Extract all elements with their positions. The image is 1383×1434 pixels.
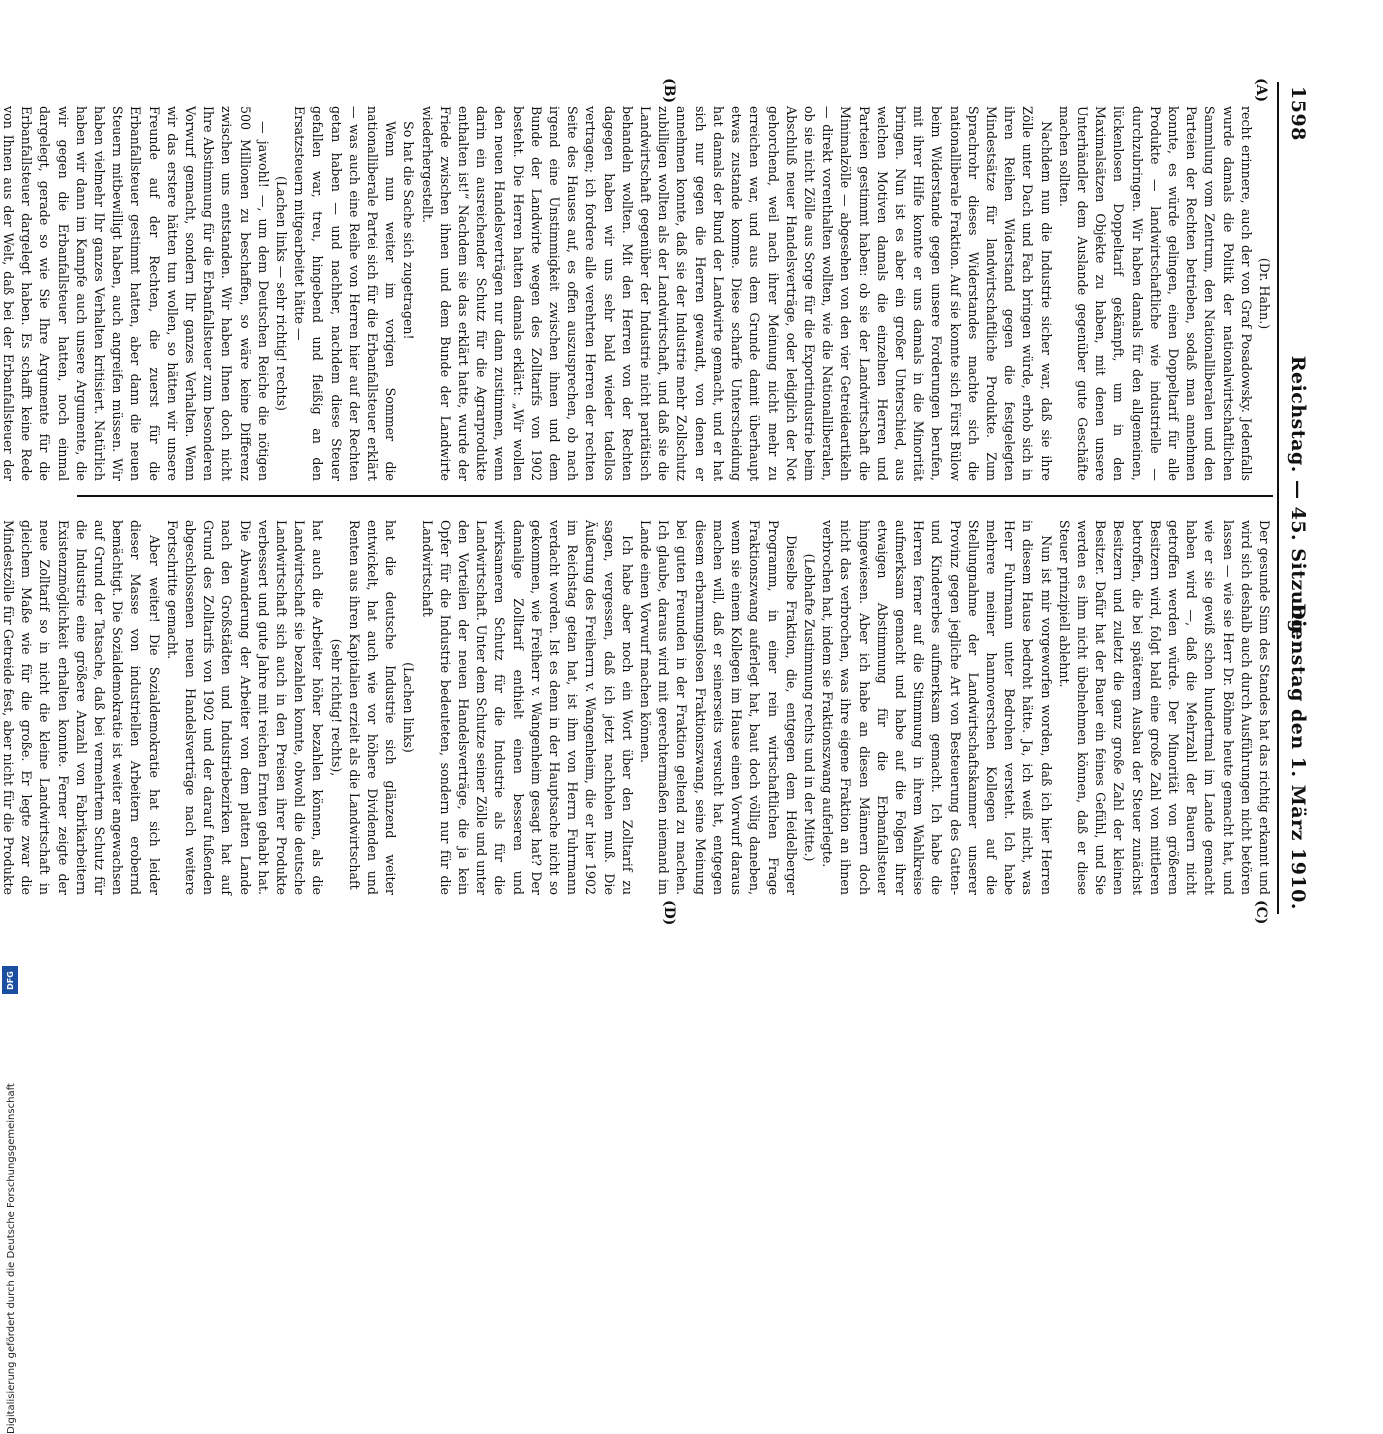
paragraph: hat die deutsche Industrie sich glänzend weiter entwickelt, hat auch wie vor höhere Dividenden und Renten aus ihren Kapitalien erzielt als die Landwirtschaft bbox=[346, 520, 399, 895]
session-title: Reichstag. — 45. Sitzung. bbox=[1287, 355, 1309, 641]
page-number: 1598 bbox=[1287, 86, 1309, 141]
session-date: Dienstag den 1. März 1910. bbox=[1287, 603, 1309, 910]
paragraph: So hat die Sache sich zugetragen! bbox=[401, 121, 417, 340]
credit-text: Digitalisierung gefördert durch die Deutsche Forschungsgemeinschaft bbox=[6, 1083, 17, 1434]
paragraph: Der gesunde Sinn des Standes hat das richtig erkannt und wird sich deshalb auch durch Ausführungen nicht betören lassen — wie sie Herr Dr. Böhme heute gemacht hat, und wie er sie gewiß schon hundertmal im Lande gemacht haben wird —, daß die Mehrzahl der Bauern nicht getroffen werden würde. Der Minorität von größeren Besitzern wird, folgt bald eine große Zahl von mittleren betroffen, die bei späterem Ausbau der Steuer zunächst Besitzern und zuletzt die ganz große Zahl der kleinen Besitzer. Dafür hat der Bauer ein feines Gefühl, und Sie werden es ihm nicht übelnehmen können, daß er diese Steuer prinzipiell ablehnt. bbox=[1056, 520, 1272, 895]
left-text-column bbox=[0, 106, 1273, 481]
interjection: (Lachen links) bbox=[401, 662, 417, 753]
paragraph: Wenn nun weiter im vorigen Sommer die nationalliberale Partei sich für die Erbanfallsteuer erklärt — was auch eine Reihe von Herren hier auf der Rechten getan haben — und nachher, nachdem diese Steuer gefallen war, treu, hingebend und fleißig an den Ersatzsteuern mitgearbeitet hätte — bbox=[292, 106, 399, 481]
rotated-scanned-page bbox=[0, 72, 1317, 926]
paragraph: Dieselbe Fraktion, die, entgegen dem Heidelberger Programm, in einer rein wirtschaftlichen Frage Fraktionszwang auferlegt hat, baut doch völlig daneben, wenn sie einem Kollegen im Hause einen Vorwurf daraus machen will, daß er seinerseits versucht hat, entgegen diesem erbarmungslosen Fraktionszwang, seine Meinung bei guten Freunden in der Fraktion geltend zu machen. Ich glaube, daraus wird mit gerechtermaßen niemand im Lande einen Vorwurf machen können. bbox=[638, 520, 799, 895]
page-header bbox=[1281, 86, 1311, 910]
paragraph: Aber weiter! Die Sozialdemokratie hat sich leider dieser Masse von industriellen Arbeitern erobernd bemächtigt. Die Sozialdemokratie ist weiter angewachsen auf Grund der Tatsache, daß bei vermehrtem Schutz für die Industrie eine größere Anzahl von Fabrikarbeitern Existenzmöglichkeit erhalten konnte. Ferner zeigte der neue Zolltarif so in nicht die kleine Landwirtschaft in gleichem Maße wie für die große. Er legte zwar die Mindestzölle für Getreide fest, aber nicht für die Produkte bbox=[0, 520, 162, 895]
margin-marker-a: (A) bbox=[1253, 78, 1269, 103]
column-divider bbox=[77, 495, 1273, 497]
dfg-logo-icon bbox=[2, 966, 18, 994]
paragraph: Nun ist mir vorgeworfen worden, daß ich hier Herren in diesem Hause bedroht hätte. Ja, ich weiß nicht, was Herr Fuhrmann unter Bedrohen versteht. Ich habe mehrere meiner hannoverschen Kollegen auf die Stellungnahme der Landwirtschaftskammer unserer Provinz gegen jegliche Art von Besteuerung des Gatten- und Kindererbes aufmerksam gemacht. Ich habe die Herren ferner auf die Stimmung in ihrem Wahlkreise aufmerksam gemacht und habe auf die Folgen ihrer etwaigen Abstimmung für die Erbanfallsteuer hingewiesen. Aber ich habe an diesen Männern doch nicht das verbrochen, was ihre eigene Fraktion an ihnen verbrochen hat, indem sie Fraktionszwang auferlegte. bbox=[820, 520, 1054, 895]
interjection: (Lachen links — sehr richtig! rechts) bbox=[274, 176, 290, 411]
paragraph: Nachdem nun die Industrie sicher war, daß sie ihre Zölle unter Dach und Fach bringen würde, erhob sich in ihren Reihen Widerstand gegen die festgelegten Mindestsätze für landwirtschaftliche Produkte. Zum Sprachrohr dieses Widerstandes machte sich die nationalliberale Fraktion. Auf sie konnte sich Fürst Bülow beim Widerstande gegen unsere Forderungen berufen, mit ihrer Hilfe konnte er uns damals in die Minorität bringen. Nun ist es aber ein großer Unterschied, aus welchen Motiven damals die einzelnen Herren und Parteien gestimmt haben: ob sie der Landwirtschaft die Minimalzölle — abgesehen von den vier Getreideartikeln — direkt vorenthalten wollten, wie die Nationalliberalen, ob sie nicht Zölle aus Sorge für die Exportindustrie beim Abschluß neuer Handelsverträge, oder lediglich der Not gehorchend, weil nach ihrer Meinung nicht mehr zu erreichen war, und aus dem Grunde damit überhaupt etwas zustande komme. Diese scharfe Unterscheidung hat damals der Bund der Landwirte gemacht, und er hat sich nur gegen die Herren gewandt, von denen er annehmen konnte, daß sie der Industrie mehr Zollschutz zubilligen wollten als der Landwirtschaft, und daß sie die Landwirtschaft gegenüber der Industrie nicht paritätisch behandeln wollten. Mit den Herren von der Rechten dagegen haben wir uns sehr bald wieder tadellos vertragen; ich fordere alle verehrten Herren der rechten Seite des Hauses auf, es offen auszusprechen, ob nach irgend eine Unstimmigkeit zwischen ihnen und dem Bunde der Landwirte wegen des Zolltarifs von 1902 besteht. Die Herren hatten damals erklärt: „Wir wollen den neuen Handelsverträgen nur dann zustimmen, wenn darin ein ausreichender Schutz für die Agrarprodukte enthalten ist!“ Nachdem sie das erklärt hatte, wurde der Friede zwischen ihnen und dem Bunde der Landwirte wiederhergestellt. bbox=[419, 106, 1054, 481]
paragraph: Ich habe aber noch ein Wort über den Zolltarif zu sagen, vergessen, daß ich jetzt nachholen muß. Die Äußerung des Freiherrn v. Wangenheim, die er hier 1902 im Reichstag getan hat, ist ihm von Herrn Fuhrmann verdacht worden. Ist es denn in der Hauptsache nicht so gekommen, wie Freiherr v. Wangenheim gesagt hat? Der damalige Zolltarif enthielt einen besseren und wirksameren Schutz für die Industrie als für die Landwirtschaft. Unter dem Schutze seiner Zölle und unter den Vorteilen der neuen Handelsverträge, die ja kein Opfer für die Industrie bedeuteten, sondern nur für die Landwirtschaft bbox=[419, 520, 635, 895]
dfg-logo-text: DFG bbox=[5, 970, 15, 990]
paragraph: — jawohl! —, um dem Deutschen Reiche die nötigen 500 Millionen zu beschaffen, so wäre keine Differenz zwischen uns entstanden. Wir haben Ihnen doch nicht Ihre Abstimmung für die Erbanfallsteuer zum besonderen Vorwurf gemacht, sondern Ihr ganzes Verhalten. Wenn wir das erstere hätten tun wollen, so hätten wir unsere Freunde auf der Rechten, die zuerst für die Erbanfallsteuer gestimmt hatten, aber dann die neuen Steuern mitbewilligt haben, auch angreifen müssen. Wir haben vielmehr Ihr ganzes Verhalten kritisiert. Natürlich haben wir dann im Kampfe auch unsere Argumente, die wir gegen die Erbanfallsteuer hatten, noch einmal dargelegt, gerade so wie Sie Ihre Argumente für die Erbanfallsteuer dargelegt haben. Es schafft keine Rede von Ihnen aus der Welt, daß bei der Erbanfallsteuer der bbox=[0, 106, 271, 481]
header-rule bbox=[1277, 82, 1279, 914]
margin-marker-c: (C) bbox=[1253, 900, 1269, 925]
margin-marker-d: (D) bbox=[661, 900, 677, 926]
paragraph: recht erinnere, auch der von Graf Posadowsky. Jedenfalls wurde damals die Politik der nationalwirtschaftlichen Sammlung vom Zentrum, den Nationalliberalen und den Parteien der Rechten betrieben, sodaß man annehmen konnte, es würde gelingen, einen Doppeltarif für alle Produkte — landwirtschaftliche wie industrielle — durchzubringen. Wir haben damals für den allgemeinen, lückenlosen Doppeltarif gekämpft, um in den Maximalsätzen Objekte zu haben, mit denen unsere Unterhändler dem Auslande gegenüber gute Geschäfte machen sollten. bbox=[1056, 106, 1254, 481]
right-text-column bbox=[0, 520, 1273, 895]
speaker-name: (Dr. Hahn.) bbox=[1257, 257, 1272, 330]
margin-marker-b: (B) bbox=[661, 78, 677, 104]
interjection: (Lebhafte Zustimmung rechts und in der Mitte.) bbox=[801, 553, 817, 862]
paragraph: hat auch die Arbeiter höher bezahlen können, als die Landwirtschaft sie bezahlen konnte, obwohl die deutsche Landwirtschaft sich auch in den Preisen ihrer Produkte verbessert und gute Jahre mit reichen Ernten gehabt hat. Die Abwanderung der Arbeiter von dem platten Lande nach den Großstädten und Industriebezirken hat auf Grund des Zolltarifs von 1902 und der darauf fußenden abgeschlossenen neuen Handelsverträge nach weitere Fortschritte gemacht. bbox=[164, 520, 326, 895]
interjection: (sehr richtig! rechts), bbox=[328, 638, 344, 777]
